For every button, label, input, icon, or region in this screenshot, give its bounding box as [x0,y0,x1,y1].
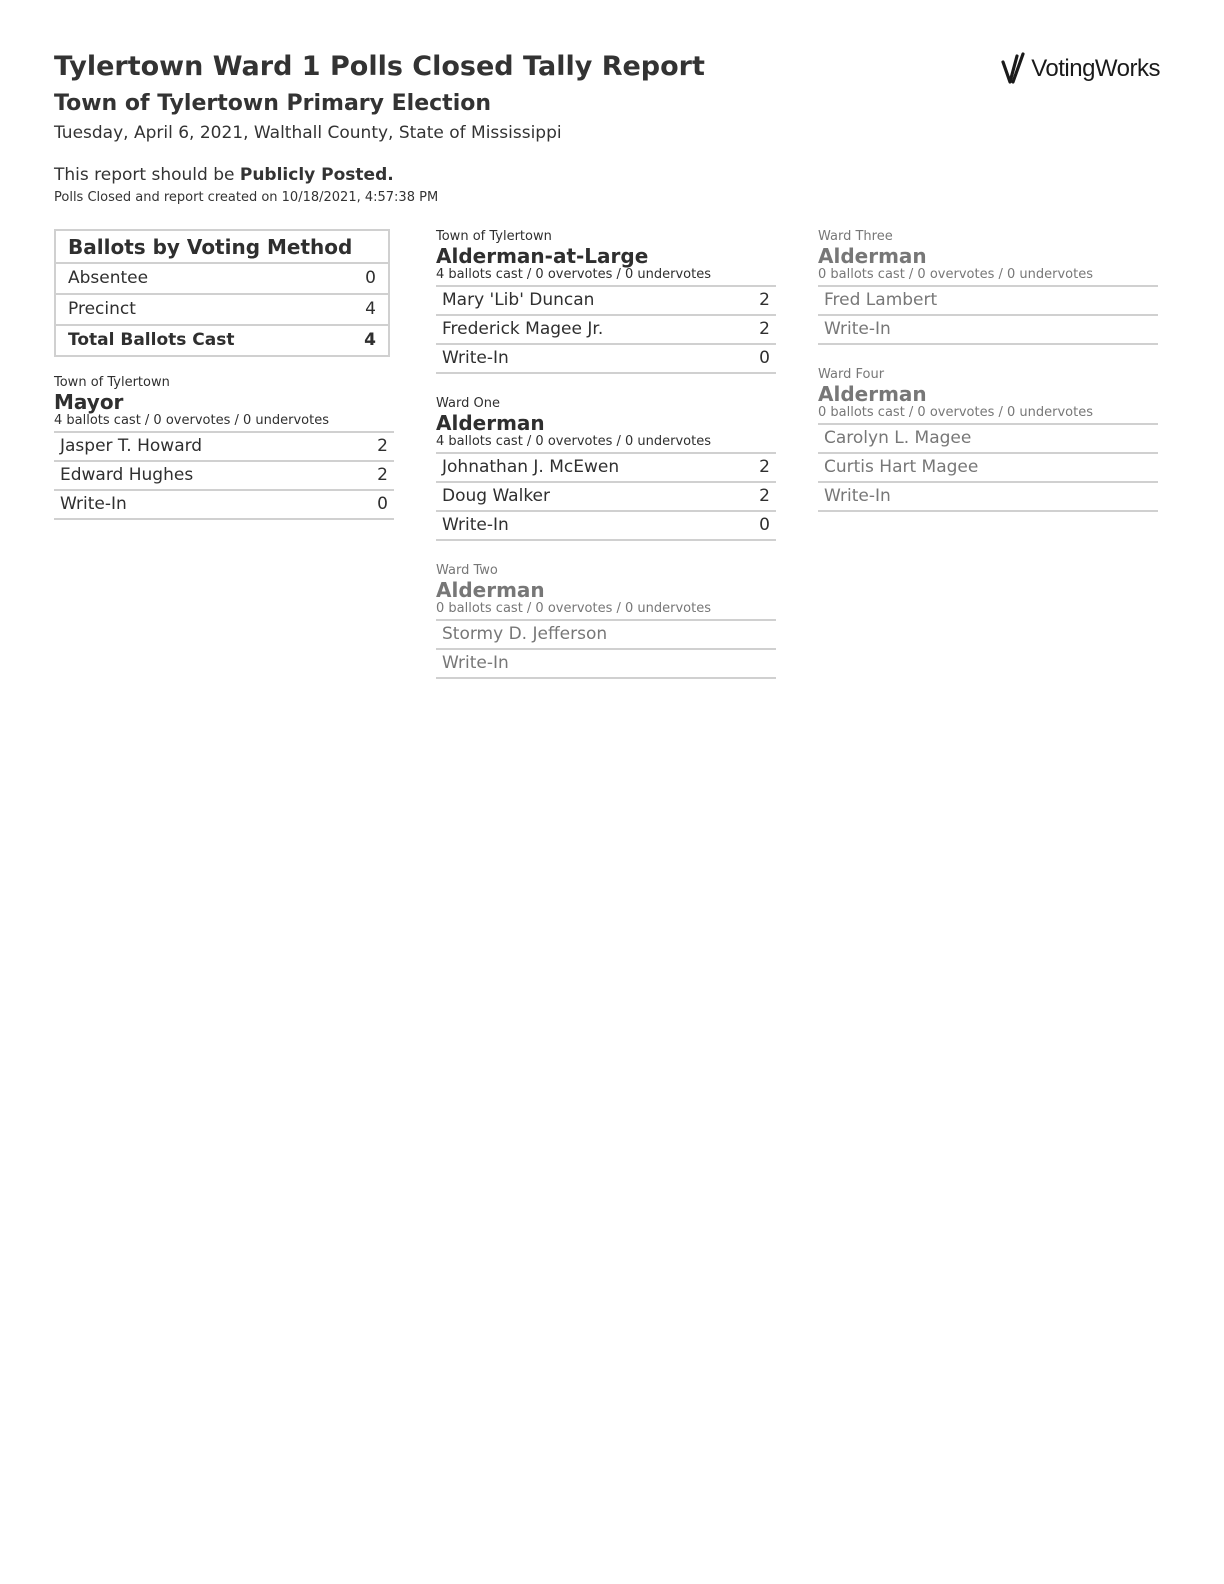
contest-alderman-at-large [436,229,776,374]
method-label: Precinct [68,299,136,319]
candidate-votes: 2 [759,457,770,477]
column-2 [436,229,776,701]
candidate-votes: 2 [759,319,770,339]
method-value: 0 [365,268,376,288]
candidate-list [818,285,1158,345]
contest-section: Town of Tylertown [436,229,552,244]
posting-notice-bold: Publicly Posted. [239,165,394,185]
candidate-name: Edward Hughes [60,465,194,485]
ballots-by-method-table [54,229,390,357]
method-label: Total Ballots Cast [68,330,235,350]
candidate-votes: 0 [377,494,388,514]
candidate-row [54,489,394,520]
candidate-name: Fred Lambert [824,290,938,310]
candidate-row [436,452,776,481]
contest-ward-one-alderman [436,396,776,541]
election-date-line: Tuesday, April 6, 2021, Walthall County, State of Mississippi [54,123,562,143]
candidate-name: Write-In [442,348,509,368]
candidate-row [436,619,776,648]
candidate-row [54,431,394,460]
posting-notice [54,164,1160,186]
method-value: 4 [364,330,376,350]
column-1 [54,229,394,542]
candidate-row [436,481,776,510]
report-title: Tylertown Ward 1 Polls Closed Tally Report [54,51,705,82]
contest-mayor [54,375,394,520]
contest-title: Alderman-at-Large [436,244,649,268]
candidate-name: Write-In [442,515,509,535]
contest-meta: 4 ballots cast / 0 overvotes / 0 undervotes [436,434,711,449]
method-row-absentee [56,264,388,295]
candidate-row [436,510,776,541]
candidate-name: Mary 'Lib' Duncan [442,290,595,310]
logo-wordmark: VotingWorks [1031,55,1160,82]
contest-section: Ward Four [818,367,885,382]
candidate-row [436,285,776,314]
votingworks-mark-icon [1001,52,1029,86]
candidate-name: Write-In [824,319,891,339]
candidate-row [818,452,1158,481]
candidate-name: Frederick Magee Jr. [442,319,604,339]
candidate-name: Stormy D. Jefferson [442,624,608,644]
contest-section: Ward Three [818,229,893,244]
contest-title: Mayor [54,390,124,414]
candidate-list [818,423,1158,512]
contest-meta: 4 ballots cast / 0 overvotes / 0 undervotes [54,413,329,428]
candidate-name: Carolyn L. Magee [824,428,972,448]
contest-meta: 0 ballots cast / 0 overvotes / 0 undervotes [436,601,711,616]
contest-title: Alderman [818,382,927,406]
candidate-name: Write-In [60,494,127,514]
contest-title: Alderman [436,578,545,602]
contest-title: Alderman [818,244,927,268]
candidate-votes: 2 [377,465,388,485]
election-title: Town of Tylertown Primary Election [54,91,492,116]
candidate-row [54,460,394,489]
candidate-row [818,481,1158,512]
contest-section: Town of Tylertown [54,375,170,390]
candidate-row [818,423,1158,452]
candidate-row [436,343,776,374]
candidate-votes: 0 [759,348,770,368]
ballots-by-method-heading: Ballots by Voting Method [56,229,388,264]
candidate-list [54,431,394,520]
contest-section: Ward One [436,396,500,411]
report-created-line: Polls Closed and report created on 10/18/2021, 4:57:38 PM [54,190,439,205]
method-value: 4 [365,299,376,319]
column-3 [818,229,1158,534]
contest-meta: 0 ballots cast / 0 overvotes / 0 undervotes [818,405,1093,420]
candidate-votes: 2 [759,486,770,506]
candidate-list [436,619,776,679]
candidate-name: Write-In [824,486,891,506]
contest-section: Ward Two [436,563,498,578]
candidate-name: Write-In [442,653,509,673]
candidate-row [818,314,1158,345]
candidate-name: Jasper T. Howard [60,436,203,456]
contest-ward-two-alderman [436,563,776,679]
candidate-name: Curtis Hart Magee [824,457,979,477]
contest-ward-four-alderman [818,367,1158,512]
contest-title: Alderman [436,411,545,435]
method-row-total [56,326,388,357]
votingworks-logo [1001,52,1160,86]
report-header [54,50,1160,208]
contest-ward-three-alderman [818,229,1158,345]
candidate-row [436,648,776,679]
candidate-row [818,285,1158,314]
method-label: Absentee [68,268,149,288]
contest-meta: 0 ballots cast / 0 overvotes / 0 undervotes [818,267,1093,282]
contest-meta: 4 ballots cast / 0 overvotes / 0 undervotes [436,267,711,282]
candidate-row [436,314,776,343]
posting-notice-prefix: This report should be [54,165,240,185]
candidate-list [436,285,776,374]
candidate-name: Johnathan J. McEwen [442,457,620,477]
candidate-votes: 2 [759,290,770,310]
candidate-list [436,452,776,541]
candidate-name: Doug Walker [442,486,551,506]
candidate-votes: 2 [377,436,388,456]
method-row-precinct [56,295,388,326]
candidate-votes: 0 [759,515,770,535]
